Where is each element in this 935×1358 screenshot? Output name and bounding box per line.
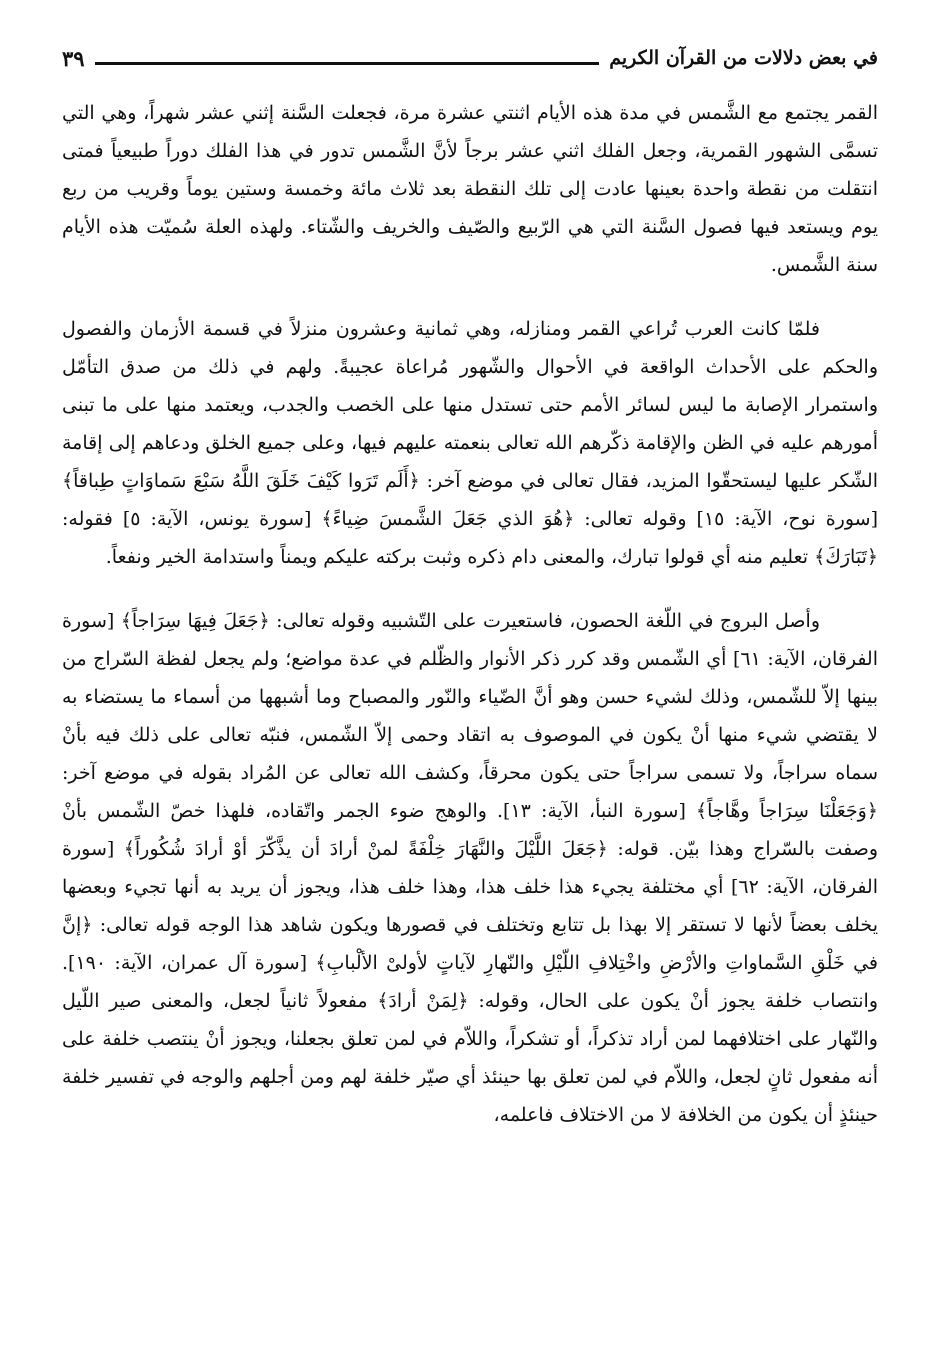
running-header xyxy=(62,40,878,76)
body-text xyxy=(62,94,878,1134)
book-page xyxy=(62,40,878,1330)
paragraph-3: وأصل البروج في اللّغة الحصون، فاستعيرت على التّشبيه وقوله تعالى: ﴿جَعَلَ فِيهَا سِرَاجاً﴾ [سورة الفرقان، الآية: ٦١] أي الشّمس وقد كرر ذكر الأنوار والظّلم في عدة مواضع؛ ولم يجعل لفظة السّراج من بينها إلاّ للشّمس، وذلك لشيء حسن وهو أنَّ الضّياء والنّور والمصباح وما أشبهها من أسماء ما يستضاء به لا يقتضي شيء منها أنْ يكون في الموصوف به اتقاد وحمى إلاّ الشّمس، فنبّه تعالى على ذلك فيه بأنْ سماه سراجاً، ولا تسمى سراجاً حتى يكون محرقاً، وكشف الله تعالى عن المُراد بقوله في موضع آخر: ﴿وَجَعَلْنَا سِرَاجاً وهَّاجاً﴾ [سورة النبأ، الآية: ١٣]. والوهج ضوء الجمر واتّقاده، فلهذا خصّ الشّمس بأنْ وصفت بالسّراج وهذا بيّن. قوله: ﴿جَعَلَ اللَّيْلَ والنَّهَارَ خِلْفَةً لمنْ أرادَ أن يذَّكّرَ أوْ أرادَ شُكُوراً﴾ [سورة الفرقان، الآية: ٦٢] أي مختلفة يجيء هذا خلف هذا، وهذا خلف هذا، ويجوز أن يريد به أنها تجيء وبعضها يخلف بعضاً لأنها لا تستقر إلا بهذا بل تتابع وتختلف في قصورها ويكون شاهد هذا الوجه قوله تعالى: ﴿إنَّ في خَلْقِ السَّماواتِ والأرْضِ واخْتِلافِ اللّيْلِ والنّهارِ لآياتٍ لأولىْ الألْبابِ﴾ [سورة آل عمران، الآية: ١٩٠]. وانتصاب خلفة يجوز أنْ يكون على الحال، وقوله: ﴿لِمَنْ أرادَ﴾ مفعولاً ثانياً لجعل، والمعنى صير اللّيل والنّهار على اختلافهما لمن أراد تذكراً، أو تشكراً، واللاّم في لمن تعلق بجعلنا، ويجوز أنْ ينتصب خلفة على أنه مفعول ثانٍ لجعل، واللاّم في لمن تعلق بها حينئذ أي صيّر خلفة لهم ومن أجلهم والوجه في تفسير خلفة حينئذٍ أن يكون من الخلافة لا من الاختلاف فاعلمه، xyxy=(62,610,878,1126)
paragraph-1: القمر يجتمع مع الشَّمس في مدة هذه الأيام اثنتي عشرة مرة، فجعلت السَّنة إثني عشر شهراً، وهي التي تسمَّى الشهور القمرية، وجعل الفلك اثني عشر برجاً لأنَّ الشَّمس تدور في هذا الفلك دوراً طبيعياً فمتى انتقلت من نقطة واحدة بعينها عادت إلى تلك النقطة بعد ثلاث مائة وخمسة وستين يوماً وقريب من ربع يوم ويستعد فيها فصول السَّنة التي هي الرّبيع والصّيف والخريف والشّتاء. ولهذه العلة سُميّت هذه الأيام سنة الشَّمس. xyxy=(62,102,878,276)
page-number: ٣٩ xyxy=(62,45,85,71)
header-rule xyxy=(95,62,600,65)
paragraph-2: فلمّا كانت العرب تُراعي القمر ومنازله، وهي ثمانية وعشرون منزلاً في قسمة الأزمان والفصول والحكم على الأحداث الواقعة في الأحوال والشّهور مُراعاة عجيبةً. ولهم في ذلك من صدق التأمّل واستمرار الإصابة ما ليس لسائر الأمم حتى تستدل منها على الخصب والجدب، ويعتمد منها على ما تبنى أمورهم عليه في الظن والإقامة ذكّرهم الله تعالى بنعمته عليهم فيها، وعلى جميع الخلق ودعاهم إلى إقامة الشّكر عليها ليستحقّوا المزيد، فقال تعالى في موضع آخر: ﴿أَلَم تَرَوا كَيْفَ خَلَقَ اللَّهُ سَبْعَ سَماوَاتٍ طِباقاً﴾ [سورة نوح، الآية: ١٥] وقوله تعالى: ﴿هُوَ الذي جَعَلَ الشَّمسَ ضِياءً﴾ [سورة يونس، الآية: ٥] فقوله: ﴿تَبَارَكَ﴾ تعليم منه أي قولوا تبارك، والمعنى دام ذكره وثبت بركته عليكم ويمناً واستدامة الخير ونفعاً. xyxy=(62,318,879,568)
running-header-title: في بعض دلالات من القرآن الكريم xyxy=(609,47,878,69)
